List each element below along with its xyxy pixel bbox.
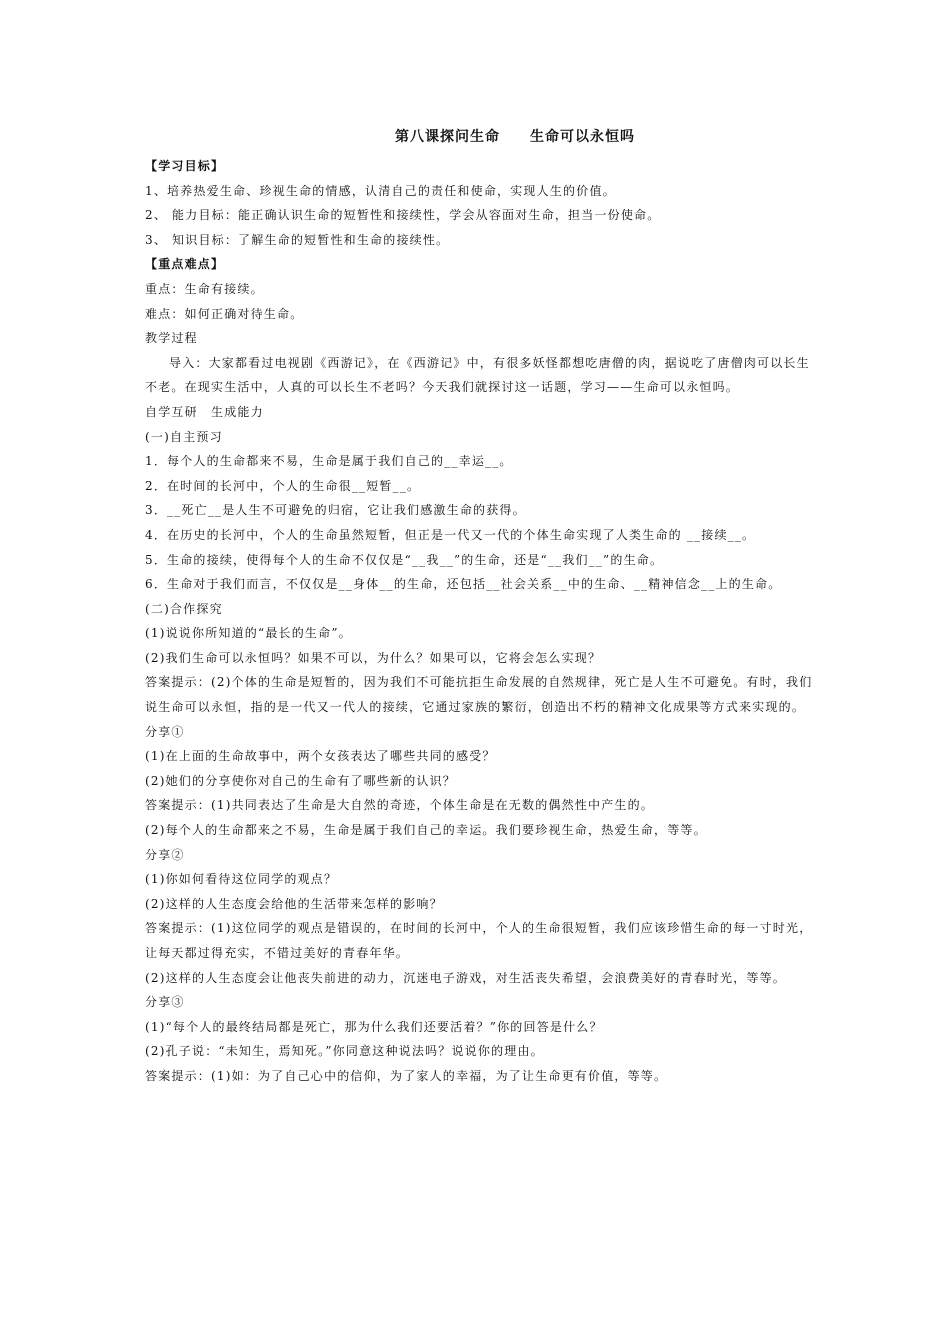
- text-line: 【重点难点】: [145, 257, 225, 272]
- text-line: 教学过程: [145, 331, 198, 346]
- document-title: 第八课探问生命 生命可以永恒吗: [395, 129, 635, 145]
- text-line: 【学习目标】: [145, 159, 225, 173]
- text-line: 答案提示：(1)这位同学的观点是错误的，在时间的长河中，个人的生命很短暂，我们应该珍惜生命的每一寸时光，让每天都过得充实，不错过美好的青春年华。: [145, 921, 813, 960]
- text-line: 3、 知识目标：了解生命的短暂性和生命的接续性。: [145, 232, 450, 247]
- text-line: (1)你如何看待这位同学的观点？: [145, 872, 338, 887]
- text-line: 5．生命的接续，使得每个人的生命不仅仅是“__我__”的生命，还是“__我们__”的生命。: [145, 552, 664, 567]
- text-line: 导入：大家都看过电视剧《西游记》，在《西游记》中，有很多妖怪都想吃唐僧的肉，据说吃了唐僧肉可以长生不老。在现实生活中，人真的可以长生不老吗？今天我们就探讨这一话题，学习——生命可以永恒吗。: [145, 355, 810, 395]
- document-body: [145, 154, 815, 1089]
- text-line: 重点：生命有接续。: [145, 281, 264, 296]
- text-line: 6．生命对于我们而言，不仅仅是__身体__的生命，还包括__社会关系__中的生命、__精神信念__上的生命。: [145, 577, 782, 592]
- text-line: (2)这样的人生态度会让他丧失前进的动力，沉迷电子游戏，对生活丧失希望，会浪费美好的青春时光，等等。: [145, 970, 787, 985]
- document-page: [145, 128, 815, 1089]
- text-line: 自学互研 生成能力: [145, 404, 264, 419]
- text-line: (2)孔子说：“未知生，焉知死。”你同意这种说法吗？说说你的理由。: [145, 1044, 544, 1059]
- text-line: (一)自主预习: [145, 429, 223, 444]
- text-line: (1)在上面的生命故事中，两个女孩表达了哪些共同的感受？: [145, 749, 496, 764]
- text-line: 2、 能力目标：能正确认识生命的短暂性和接续性，学会从容面对生命，担当一份使命。: [145, 208, 661, 223]
- text-line: 难点：如何正确对待生命。: [145, 306, 304, 321]
- text-line: 分享③: [145, 995, 185, 1010]
- text-line: (1)“每个人的最终结局都是死亡，那为什么我们还要活着？”你的回答是什么？: [145, 1019, 603, 1034]
- text-line: 3．__死亡__是人生不可避免的归宿，它让我们感激生命的获得。: [145, 503, 526, 518]
- text-line: 1．每个人的生命都来不易，生命是属于我们自己的__幸运__。: [145, 454, 513, 469]
- text-line: (1)说说你所知道的“最长的生命”。: [145, 626, 352, 641]
- text-line: 分享①: [145, 724, 185, 739]
- text-line: 4．在历史的长河中，个人的生命虽然短暂，但正是一代又一代的个体生命实现了人类生命的 __接续__。: [145, 527, 756, 542]
- text-line: (二)合作探究: [145, 601, 223, 616]
- text-line: (2)这样的人生态度会给他的生活带来怎样的影响？: [145, 896, 443, 911]
- text-line: 1、培养热爱生命、珍视生命的情感，认清自己的责任和使命，实现人生的价值。: [145, 183, 616, 198]
- text-line: (2)她们的分享使你对自己的生命有了哪些新的认识？: [145, 773, 456, 788]
- text-line: (2)每个人的生命都来之不易，生命是属于我们自己的幸运。我们要珍视生命，热爱生命，等等。: [145, 823, 707, 838]
- text-line: 2．在时间的长河中，个人的生命很__短暂__。: [145, 478, 421, 493]
- text-line: 答案提示：(2)个体的生命是短暂的，因为我们不可能抗拒生命发展的自然规律，死亡是人生不可避免。有时，我们说生命可以永恒，指的是一代又一代人的接续，它通过家族的繁衍，创造出不朽的精神文化成果等方式来实现的。: [145, 675, 813, 715]
- text-line: 分享②: [145, 847, 185, 862]
- text-line: (2)我们生命可以永恒吗？如果不可以，为什么？如果可以，它将会怎么实现？: [145, 650, 602, 665]
- text-line: 答案提示：(1)如：为了自己心中的信仰，为了家人的幸福，为了让生命更有价值，等等。: [145, 1068, 668, 1083]
- text-line: 答案提示：(1)共同表达了生命是大自然的奇迹，个体生命是在无数的偶然性中产生的。: [145, 798, 655, 813]
